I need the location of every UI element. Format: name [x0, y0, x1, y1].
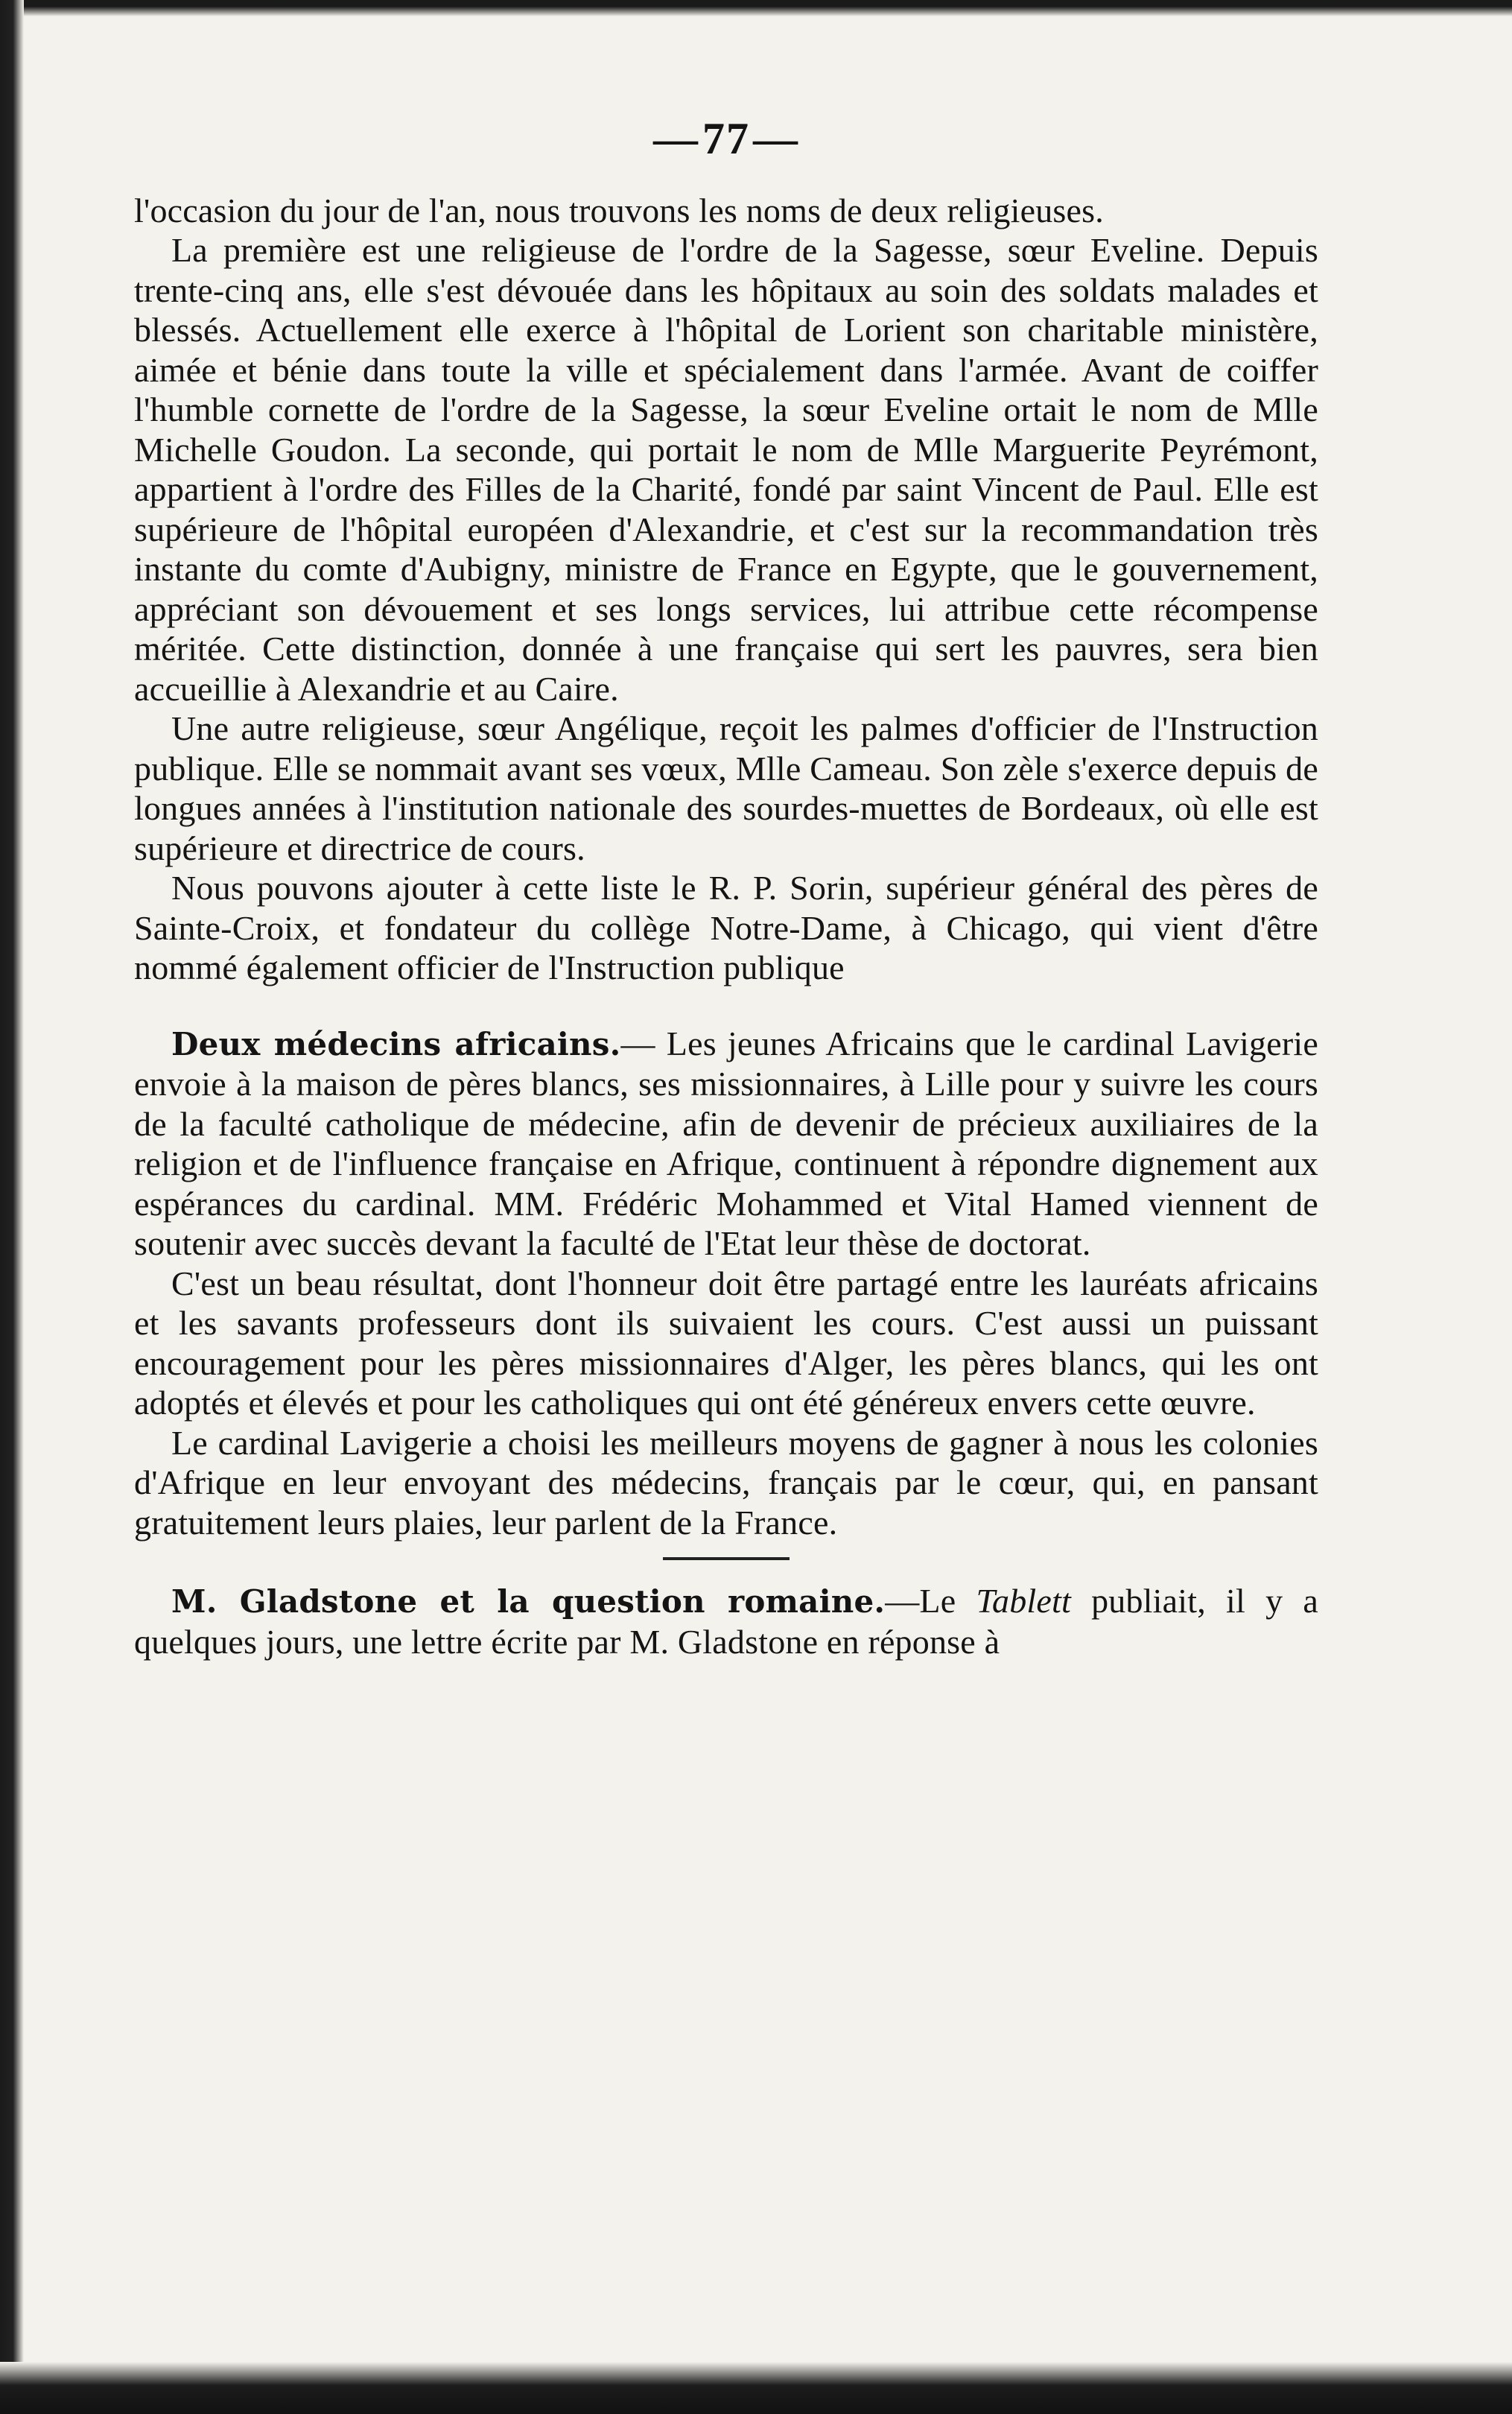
document-page	[134, 114, 1318, 1661]
newspaper-title: Tablett	[976, 1582, 1071, 1620]
paragraph-pere-sorin: Nous pouvons ajouter à cette liste le R. P. Sorin, supérieur général des pères de Sainte-Croix, et fondateur du collège Notre-Dame, à Chicago, qui vient d'être nommé également officier de l'Instruction publique	[134, 869, 1318, 986]
scan-left-edge	[0, 0, 24, 2414]
paragraph-beau-resultat: C'est un beau résultat, dont l'honneur doit être partagé entre les lauréats africains et les savants professeurs dont ils suivaient les cours. C'est aussi un puissant encouragement pour les pères missionnaires d'Alger, les pères blancs, qui les ont adoptés et élevés et pour les catholiques qui ont été généreux envers cette œuvre.	[134, 1264, 1318, 1422]
paragraph-medecins-africains	[134, 1024, 1318, 1264]
continuation-paragraph: l'occasion du jour de l'an, nous trouvons les noms de deux religieuses.	[134, 191, 1104, 229]
section-heading-gladstone: M. Gladstone et la question romaine.	[171, 1583, 886, 1620]
paragraph-gladstone	[134, 1581, 1318, 1661]
scan-top-edge	[0, 0, 1512, 16]
section-gap	[134, 988, 1318, 1024]
page-number: — 77 —	[134, 119, 1318, 159]
section-divider	[663, 1557, 790, 1560]
paragraph-soeur-eveline: La première est une religieuse de l'ordre de la Sagesse, sœur Eveline. Depuis trente-cinq ans, elle s'est dévouée dans les hôpitaux au soin des soldats malades et blessés. Actuellement elle exerce à l'hôpital de Lorient son charitable ministère, aimée et bénie dans toute la ville et spécialement dans l'armée. Avant de coiffer l'humble cornette de l'ordre de la Sagesse, la sœur Eveline ortait le nom de Mlle Michelle Goudon. La seconde, qui portait le nom de Mlle Marguerite Peyrémont, appartient à l'ordre des Filles de la Charité, fondé par saint Vincent de Paul. Elle est supérieure de l'hôpital européen d'Alexandrie, et c'est sur la recommandation très instante du comte d'Aubigny, ministre de France en Egypte, que le gouvernement, appréciant son dévouement et ses longs services, lui attribue cette récompense méritée. Cette distinction, donnée à une française qui sert les pauvres, sera bien accueillie à Alexandrie et au Caire.	[134, 231, 1318, 708]
paragraph-text: —Le	[885, 1582, 976, 1620]
scan-bottom-edge	[0, 2362, 1512, 2414]
paragraph-text: publiait, il y a quelques jours, une lettre écrite par M. Gladstone en réponse à	[134, 1582, 1318, 1661]
paragraph-soeur-angelique: Une autre religieuse, sœur Angélique, reçoit les palmes d'officier de l'Instruction publique. Elle se nommait avant ses vœux, Mlle Cameau. Son zèle s'exerce depuis de longues années à l'institution nationale des sourdes-muettes de Bordeaux, où elle est supérieure et directrice de cours.	[134, 709, 1318, 867]
section-heading-medecins: Deux médecins africains.	[171, 1025, 621, 1062]
paragraph-text: — Les jeunes Africains que le cardinal Lavigerie envoie à la maison de pères blancs, ses missionnaires, à Lille pour y suivre les cours de la faculté catholique de médecine, afin de devenir de précieux auxiliaires de la religion et de l'influence française en Afrique, continuent à répondre dignement aux espérances du cardinal. MM. Frédéric Mohammed et Vital Hamed viennent de soutenir avec succès devant la faculté de l'Etat leur thèse de doctorat.	[134, 1024, 1318, 1262]
paragraph-cardinal-lavigerie: Le cardinal Lavigerie a choisi les meilleurs moyens de gagner à nous les colonies d'Afrique en leur envoyant des médecins, français par le cœur, qui, en pansant gratuitement leurs plaies, leur parlent de la France.	[134, 1423, 1318, 1542]
